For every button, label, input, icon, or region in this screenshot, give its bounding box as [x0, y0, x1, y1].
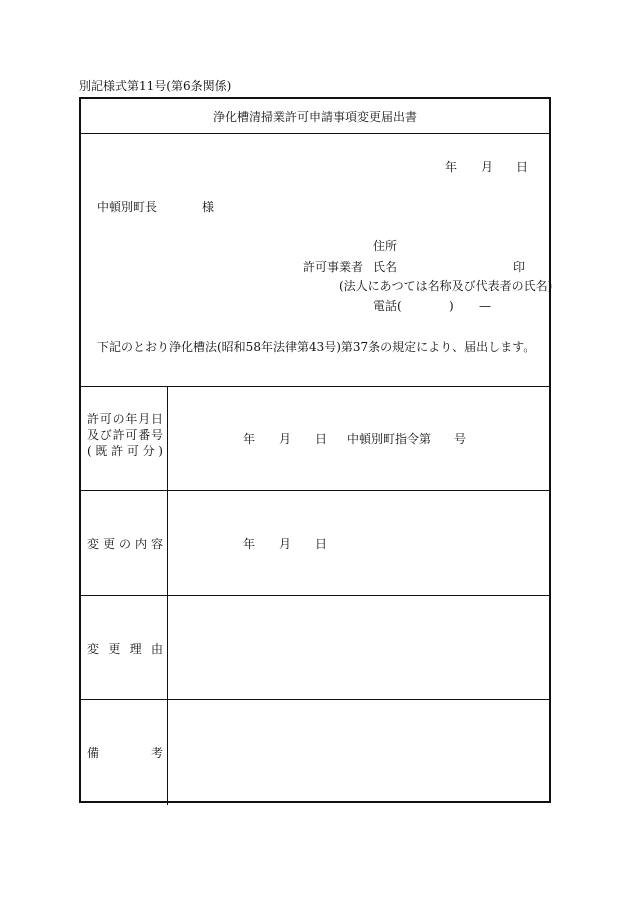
row-divider — [81, 595, 549, 596]
seal-mark: 印 — [513, 260, 526, 274]
change-reason-label: 変更理由 — [87, 642, 163, 656]
permit-number: 号 — [454, 432, 467, 446]
row-divider — [81, 699, 549, 700]
row-divider — [81, 490, 549, 491]
permit-year: 年 — [243, 432, 256, 446]
title-divider — [81, 133, 549, 134]
permit-month: 月 — [279, 432, 292, 446]
form-frame — [79, 97, 551, 803]
change-content-label: 変更の内容 — [87, 537, 163, 551]
address-label: 住所 — [373, 239, 398, 253]
form-title: 浄化槽清掃業許可申請事項変更届出書 — [212, 110, 417, 124]
change-day: 日 — [315, 537, 328, 551]
addressee-name: 中頓別町長 — [97, 200, 158, 214]
remarks-label: 備考 — [87, 746, 163, 760]
phone-label: 電話( — [373, 299, 402, 313]
permit-row-label — [87, 411, 163, 459]
date-month: 月 — [481, 160, 494, 174]
date-year: 年 — [445, 160, 458, 174]
phone-dash: — — [479, 299, 491, 313]
permit-label-line: 及び許可番号 — [87, 428, 163, 442]
corporation-note: (法人にあつては名称及び代表者の氏名) — [339, 279, 553, 293]
statement-text: 下記のとおり浄化槽法(昭和58年法律第43号)第37条の規定により、届出します。 — [97, 340, 536, 354]
applicant-role: 許可事業者 — [303, 260, 364, 274]
permit-label-line: (既許可分) — [87, 444, 163, 458]
form-reference: 別記様式第11号(第6条関係) — [79, 79, 232, 93]
change-year: 年 — [243, 537, 256, 551]
permit-label-line: 許可の年月日 — [87, 412, 163, 426]
name-label: 氏名 — [373, 260, 398, 274]
permit-directive: 中頓別町指令第 — [347, 432, 432, 446]
date-day: 日 — [516, 160, 529, 174]
permit-day: 日 — [315, 432, 328, 446]
addressee-honorific: 様 — [202, 200, 215, 214]
phone-close: ) — [449, 299, 454, 313]
header-divider — [81, 386, 549, 387]
change-month: 月 — [279, 537, 292, 551]
